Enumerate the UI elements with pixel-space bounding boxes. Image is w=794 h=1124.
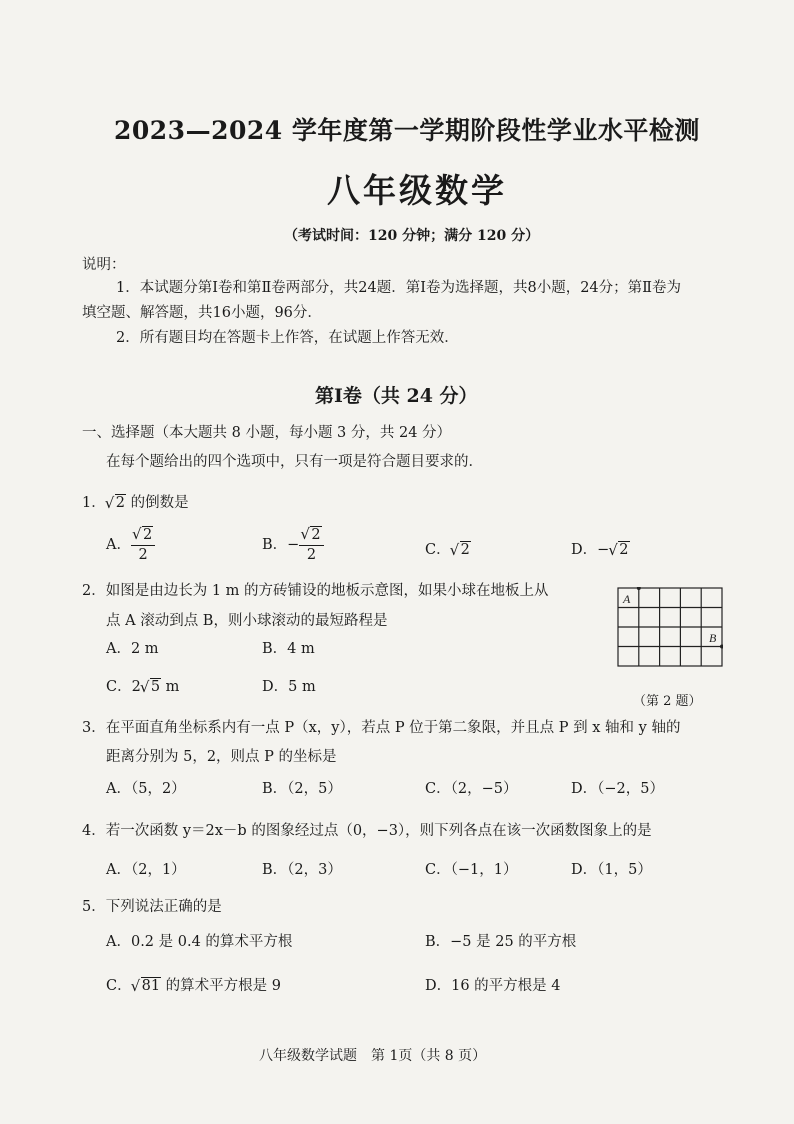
sqrt-symbol: √ 81 [132, 978, 161, 994]
figure-caption: （第 2 题） [633, 694, 702, 709]
sqrt-symbol: √ 2 [106, 495, 126, 511]
question-1-stem [82, 491, 189, 512]
notes-line1-continued: 填空题、解答题，共16小题，96分． [82, 305, 322, 321]
sqrt-symbol: √ 2 [609, 542, 629, 558]
section1-instruction: 在每个题给出的四个选项中，只有一项是符合题目要求的． [106, 454, 483, 470]
point-a-label: A [623, 592, 631, 606]
section1-title: 第Ⅰ卷（共 24 分） [315, 385, 478, 407]
question-3-option-c: C．（2，−5） [425, 781, 518, 797]
question-4-option-a: A．（2，1） [106, 862, 186, 878]
question-5-option-b: B．−5 是 25 的平方根 [425, 934, 577, 950]
fraction: √ $\frac{2}{2}$ [131, 527, 155, 563]
sqrt-symbol: √ 5 [141, 679, 161, 695]
exam-title: 2023—2024 学年度第一学期阶段性学业水平检测 [114, 116, 700, 145]
question-1-text: 的倒数是 [130, 495, 189, 511]
notes-label: 说明： [82, 257, 126, 273]
question-3-line1: 3．在平面直角坐标系内有一点 P（x，y），若点 P 位于第二象限，并且点 P 到 x 轴和 y 轴的 [82, 720, 681, 736]
question-3-option-b: B．（2，5） [262, 781, 342, 797]
question-1-option-d: D．−√ 2 [571, 538, 630, 559]
question-4-option-b: B．（2，3） [262, 862, 342, 878]
question-2-option-a: A．2 m [106, 641, 159, 657]
question-2-option-c: C．2√ 5 m [106, 675, 179, 696]
question-5-option-d: D．16 的平方根是 4 [425, 978, 561, 994]
question-2-option-d: D．5 m [262, 679, 316, 695]
question-3-line2: 距离分别为 5，2，则点 P 的坐标是 [106, 749, 337, 765]
question-1-option-b: B．− √ $\frac{2}{2}$ [262, 527, 324, 563]
notes-line2: 2．所有题目均在答题卡上作答，在试题上作答无效． [116, 330, 459, 346]
fraction: √ $\frac{2}{2}$ [299, 527, 323, 563]
question-1-number: 1． [82, 495, 106, 511]
question-4-option-c: C．（−1，1） [425, 862, 518, 878]
question-4-line1: 4．若一次函数 y＝2x－b 的图象经过点（0，−3），则下列各点在该一次函数图象上的是 [82, 823, 652, 839]
point-b-marker [720, 645, 723, 649]
question-1-option-a: A． √ $\frac{2}{2}$ [106, 527, 155, 563]
question-1-option-c: C．√ 2 [425, 538, 471, 559]
point-a-marker [637, 587, 641, 590]
question-2-line1: 2．如图是由边长为 1 m 的方砖铺设的地板示意图，如果小球在地板上从 [82, 583, 549, 599]
question-3-option-d: D．（−2，5） [571, 781, 664, 797]
subject-title: 八年级数学 [327, 171, 507, 210]
point-b-label: B [709, 631, 717, 645]
question-4-option-d: D．（1，5） [571, 862, 652, 878]
question-5-option-a: A．0.2 是 0.4 的算术平方根 [106, 934, 293, 950]
floor-grid-figure [617, 587, 723, 667]
question-3-option-a: A．（5，2） [106, 781, 186, 797]
section1-heading: 一、选择题（本大题共 8 小题，每小题 3 分，共 24 分） [82, 425, 452, 441]
exam-info: （考试时间：120 分钟；满分 120 分） [284, 228, 540, 244]
question-2-option-b: B．4 m [262, 641, 315, 657]
sqrt-symbol: √ 2 [451, 542, 471, 558]
notes-line1: 1．本试题分第Ⅰ卷和第Ⅱ卷两部分，共24题．第Ⅰ卷为选择题，共8小题，24分；第Ⅱ卷为 [116, 280, 682, 296]
question-5-option-c: C．√ 81 的算术平方根是 9 [106, 974, 281, 995]
page-footer: 八年级数学试题 第 1页（共 8 页） [259, 1048, 487, 1064]
question-5-line1: 5．下列说法正确的是 [82, 899, 222, 915]
question-2-line2: 点 A 滚动到点 B，则小球滚动的最短路程是 [106, 613, 388, 629]
